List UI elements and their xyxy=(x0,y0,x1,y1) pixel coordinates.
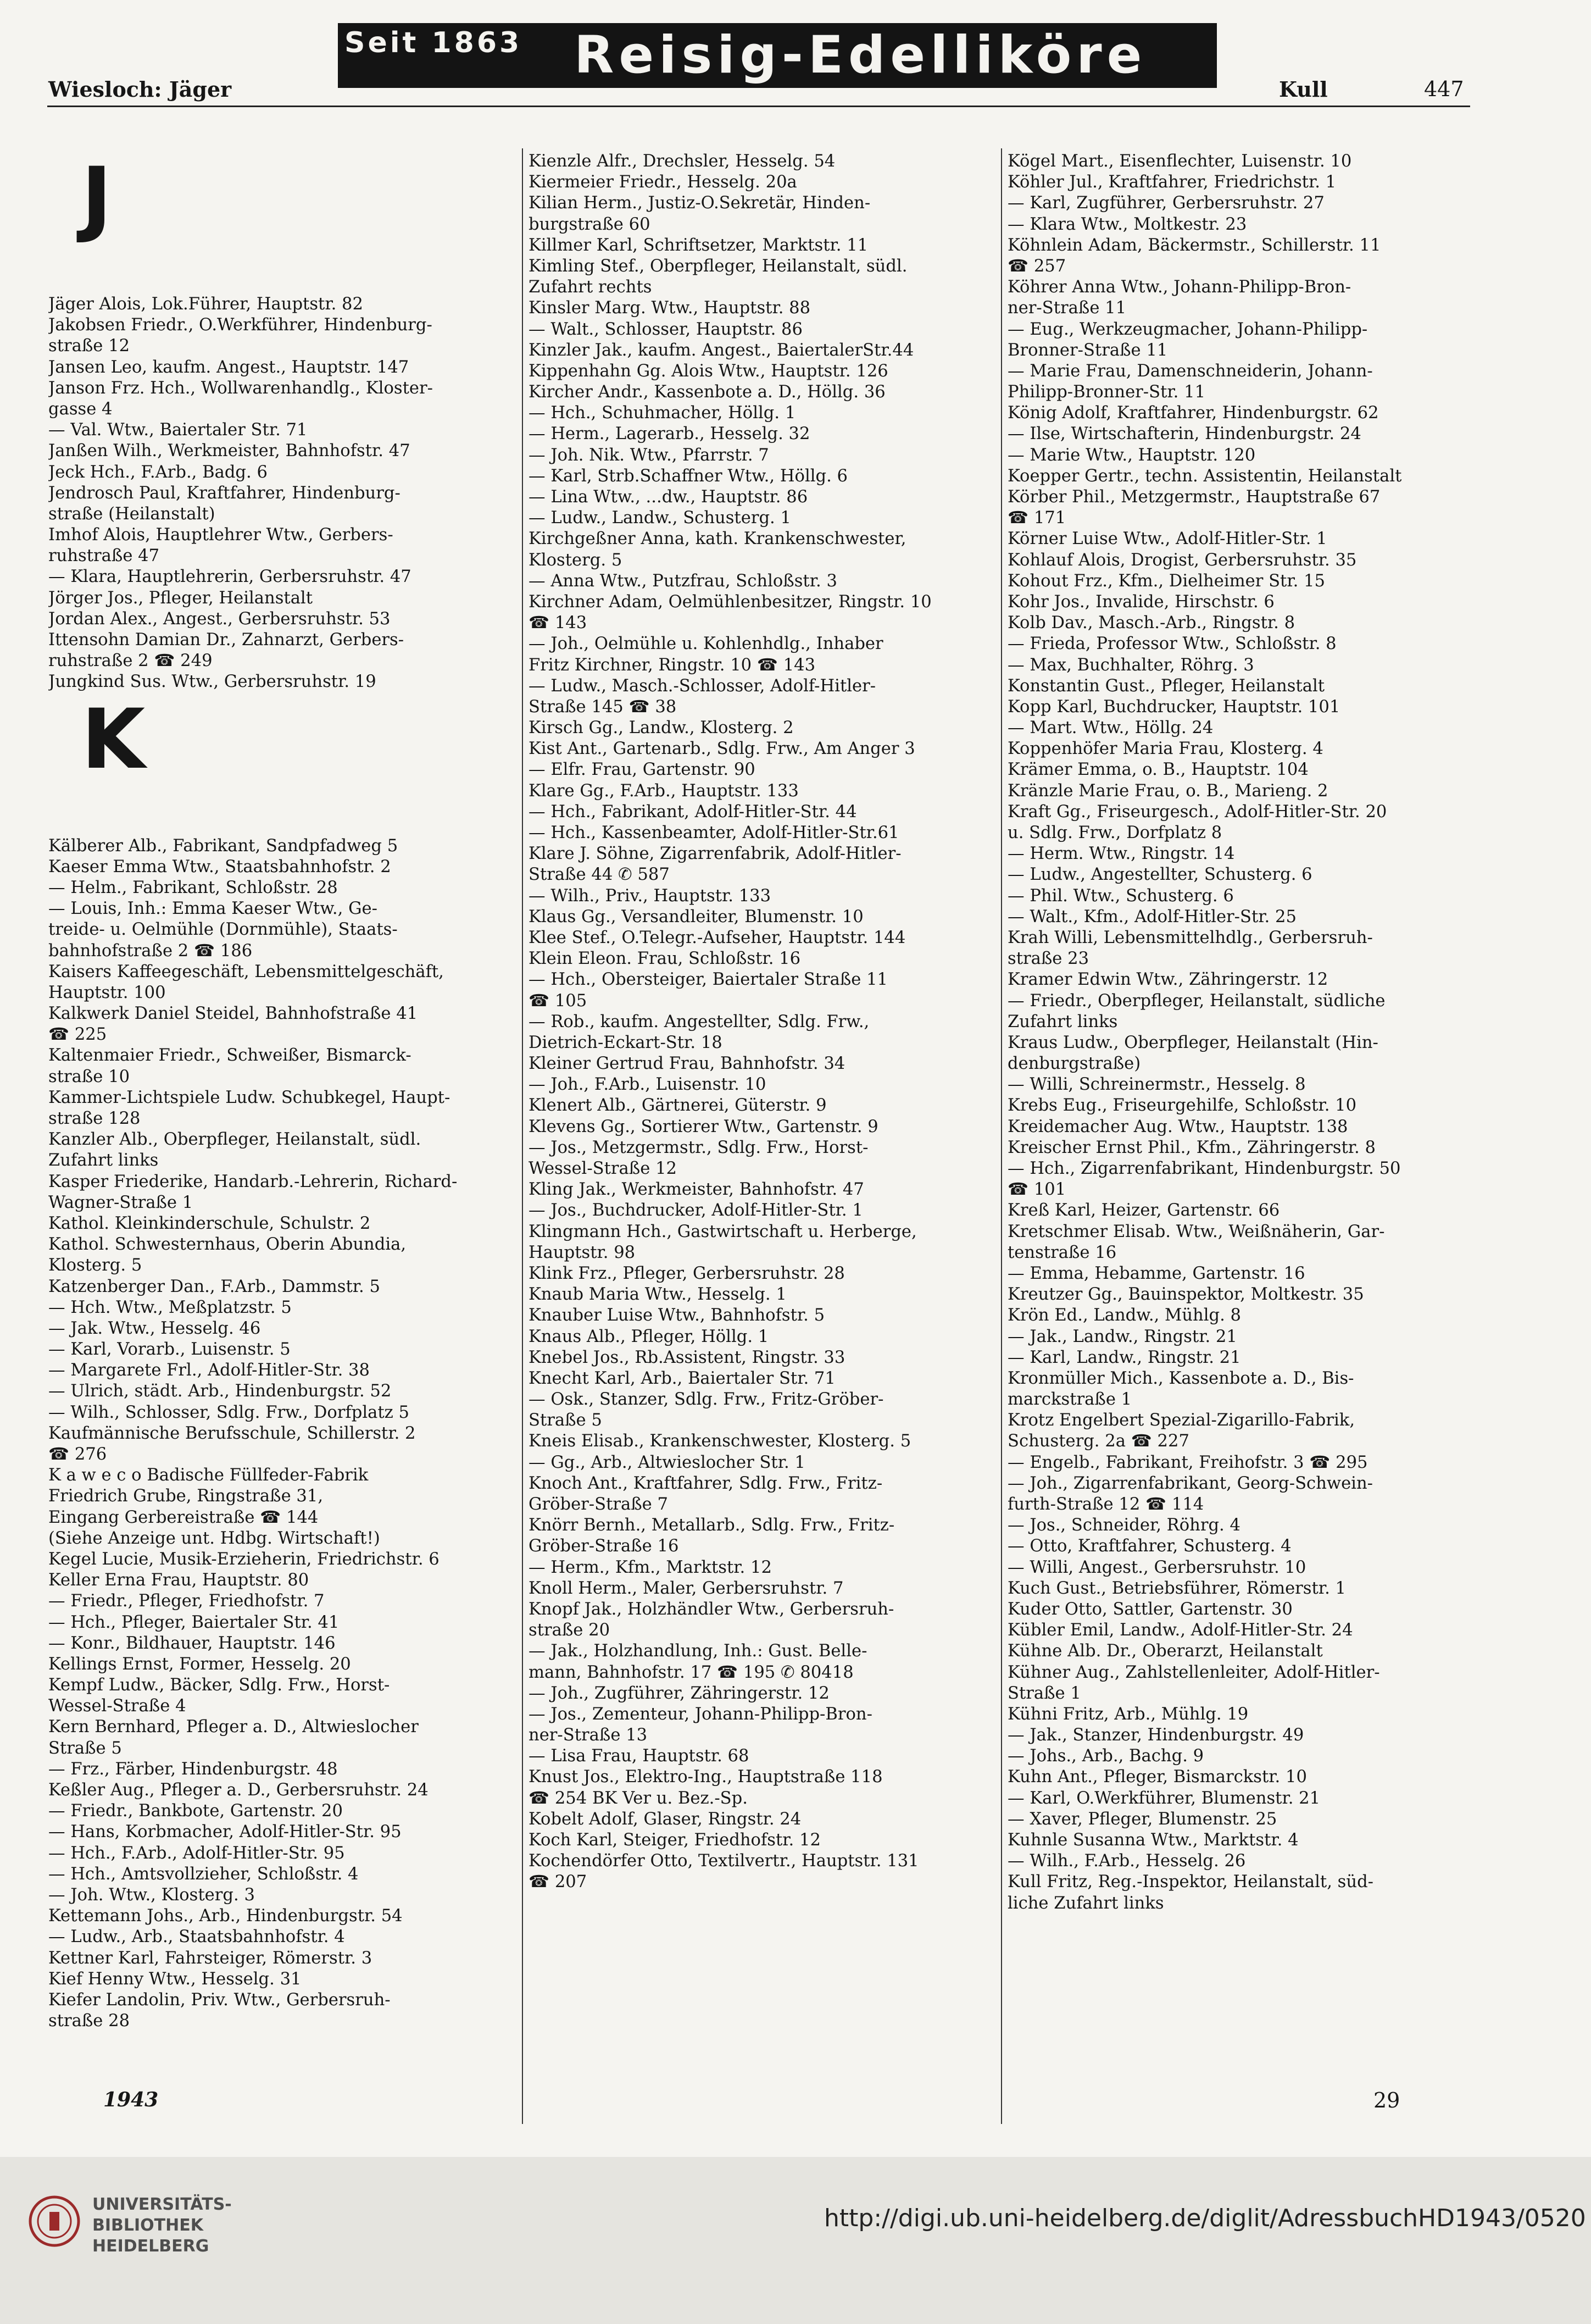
directory-entry-line: — Hch., Obersteiger, Baiertaler Straße 11 xyxy=(529,970,888,990)
directory-entry-line: — Wilh., Schlosser, Sdlg. Frw., Dorfplatz 5 xyxy=(48,1402,409,1422)
directory-entry-line: — Lina Wtw., ...dw., Hauptstr. 86 xyxy=(529,487,808,507)
directory-entry-line: ☎ 257 xyxy=(1008,256,1066,276)
directory-entry-line: Klingmann Hch., Gastwirtschaft u. Herberge, xyxy=(529,1222,917,1241)
directory-entry-line: Kreß Karl, Heizer, Gartenstr. 66 xyxy=(1008,1201,1280,1221)
directory-entry-line: Killmer Karl, Schriftsetzer, Marktstr. 11 xyxy=(529,235,869,255)
directory-entry-line: Knauber Luise Wtw., Bahnhofstr. 5 xyxy=(529,1306,825,1325)
directory-entry-line: Knaub Maria Wtw., Hesselg. 1 xyxy=(529,1285,787,1305)
directory-entry-line: Philipp-Bronner-Str. 11 xyxy=(1008,382,1206,402)
directory-entry-line: Kronmüller Mich., Kassenbote a. D., Bis- xyxy=(1008,1368,1354,1388)
directory-entry-line: Kinzler Jak., kaufm. Angest., BaiertalerStr.44 xyxy=(529,340,914,360)
directory-entry-line: Straße 5 xyxy=(48,1738,122,1758)
directory-entry-line: Klevens Gg., Sortierer Wtw., Gartenstr. 9 xyxy=(529,1117,878,1136)
directory-entry-line: Knaus Alb., Pfleger, Höllg. 1 xyxy=(529,1327,769,1346)
section-letter: K xyxy=(81,691,146,787)
directory-entry-line: Bronner-Straße 11 xyxy=(1008,340,1168,360)
directory-entry-line: Kirchner Adam, Oelmühlenbesitzer, Ringstr. 10 xyxy=(529,592,932,612)
directory-entry-line: — Otto, Kraftfahrer, Schusterg. 4 xyxy=(1008,1537,1292,1556)
directory-entry-line: Klaus Gg., Versandleiter, Blumenstr. 10 xyxy=(529,907,864,927)
directory-entry-line: Kilian Herm., Justiz-O.Sekretär, Hinden- xyxy=(529,193,871,213)
library-name-line: HEIDELBERG xyxy=(92,2237,209,2256)
directory-entry-line: Kalkwerk Daniel Steidel, Bahnhofstraße 41 xyxy=(48,1004,418,1024)
directory-entry-line: — Hch., Fabrikant, Adolf-Hitler-Str. 44 xyxy=(529,802,857,822)
directory-entry-line: — Hch. Wtw., Meßplatzstr. 5 xyxy=(48,1297,292,1317)
directory-entry-line: — Frieda, Professor Wtw., Schloßstr. 8 xyxy=(1008,634,1337,654)
directory-entry-line: Kleiner Gertrud Frau, Bahnhofstr. 34 xyxy=(529,1054,845,1074)
directory-entry-line: Kühner Aug., Zahlstellenleiter, Adolf-Hitler- xyxy=(1008,1662,1380,1682)
directory-entry-line: Kuhn Ant., Pfleger, Bismarckstr. 10 xyxy=(1008,1767,1307,1787)
directory-entry-line: mann, Bahnhofstr. 17 ☎ 195 ✆ 80418 xyxy=(529,1662,854,1682)
directory-column-2 xyxy=(529,151,998,1893)
directory-entry-line: Krah Willi, Lebensmittelhdlg., Gerbersruh- xyxy=(1008,928,1373,947)
directory-entry-line: Kraft Gg., Friseurgesch., Adolf-Hitler-Str. 20 xyxy=(1008,802,1387,822)
directory-entry-line: — Hch., Schuhmacher, Höllg. 1 xyxy=(529,403,796,423)
directory-entry-line: ☎ 207 xyxy=(529,1872,587,1892)
directory-entry-line: Ittensohn Damian Dr., Zahnarzt, Gerbers- xyxy=(48,630,404,650)
directory-entry-line: — Hch., Pfleger, Baiertaler Str. 41 xyxy=(48,1612,340,1632)
directory-entry-line: Kasper Friederike, Handarb.-Lehrerin, Richard- xyxy=(48,1172,458,1191)
directory-entry-line: Kirchgeßner Anna, kath. Krankenschwester, xyxy=(529,529,906,549)
directory-entry-line: Kreidemacher Aug. Wtw., Hauptstr. 138 xyxy=(1008,1117,1348,1136)
directory-entry-line: — Eug., Werkzeugmacher, Johann-Philipp- xyxy=(1008,319,1368,339)
directory-entry-line: — Helm., Fabrikant, Schloßstr. 28 xyxy=(48,878,338,897)
digitization-footer-bar xyxy=(0,2157,1591,2324)
banner-since: Seit 1863 xyxy=(344,26,522,59)
directory-entry-line: Gröber-Straße 7 xyxy=(529,1495,668,1514)
directory-entry-line: Kathol. Schwesternhaus, Oberin Abundia, xyxy=(48,1235,407,1255)
directory-entry-line: — Jak., Stanzer, Hindenburgstr. 49 xyxy=(1008,1726,1304,1745)
directory-entry-line: Kanzler Alb., Oberpfleger, Heilanstalt, südl. xyxy=(48,1130,421,1150)
directory-entry-line: Gröber-Straße 16 xyxy=(529,1537,679,1556)
directory-entry-line: — Val. Wtw., Baiertaler Str. 71 xyxy=(48,420,308,440)
directory-entry-line: Körber Phil., Metzgermstr., Hauptstraße 67 xyxy=(1008,487,1381,507)
directory-entry-line: — Hch., Amtsvollzieher, Schloßstr. 4 xyxy=(48,1864,359,1884)
directory-entry-line: Kimling Stef., Oberpfleger, Heilanstalt, südl. xyxy=(529,256,908,276)
directory-entry-line: — Emma, Hebamme, Gartenstr. 16 xyxy=(1008,1263,1305,1283)
directory-entry-line: Hauptstr. 98 xyxy=(529,1243,636,1262)
directory-entry-line: Kohlauf Alois, Drogist, Gerbersruhstr. 35 xyxy=(1008,550,1357,570)
source-url[interactable]: http://digi.ub.uni-heidelberg.de/diglit/AdressbuchHD1943/0520 xyxy=(824,2204,1586,2232)
directory-entry-line: — Max, Buchhalter, Röhrg. 3 xyxy=(1008,655,1254,675)
directory-entry-line: Kaltenmaier Friedr., Schweißer, Bismarck- xyxy=(48,1046,411,1066)
directory-entry-line: — Herm. Wtw., Ringstr. 14 xyxy=(1008,844,1235,864)
directory-entry-line: Kirsch Gg., Landw., Klosterg. 2 xyxy=(529,718,794,738)
directory-entry-line: Klee Stef., O.Telegr.-Aufseher, Hauptstr. 144 xyxy=(529,928,906,947)
directory-entry-line: Kull Fritz, Reg.-Inspektor, Heilanstalt, süd- xyxy=(1008,1872,1373,1892)
directory-entry-line: Kist Ant., Gartenarb., Sdlg. Frw., Am Anger 3 xyxy=(529,739,915,759)
advertisement-banner xyxy=(338,23,1217,88)
directory-entry-line: — Ludw., Masch.-Schlosser, Adolf-Hitler- xyxy=(529,676,876,696)
library-name-line: UNIVERSITÄTS- xyxy=(92,2195,232,2214)
directory-entry-line: Kögel Mart., Eisenflechter, Luisenstr. 10 xyxy=(1008,152,1352,171)
directory-entry-line: Janßen Wilh., Werkmeister, Bahnhofstr. 47 xyxy=(48,441,410,461)
directory-entry-line: Wagner-Straße 1 xyxy=(48,1192,193,1212)
directory-entry-line: — Herm., Lagerarb., Hesselg. 32 xyxy=(529,424,810,444)
directory-entry-line: Kaisers Kaffeegeschäft, Lebensmittelgeschäft, xyxy=(48,962,444,981)
directory-entry-line: marckstraße 1 xyxy=(1008,1390,1132,1410)
page-number: 447 xyxy=(1424,77,1464,101)
directory-entry-line: Köhrer Anna Wtw., Johann-Philipp-Bron- xyxy=(1008,278,1351,297)
directory-entry-line: Klenert Alb., Gärtnerei, Güterstr. 9 xyxy=(529,1096,827,1116)
running-header-left: Wiesloch: Jäger xyxy=(48,77,232,102)
directory-entry-line: Katzenberger Dan., F.Arb., Dammstr. 5 xyxy=(48,1277,380,1296)
directory-entry-line: Straße 5 xyxy=(529,1411,602,1430)
directory-entry-line: furth-Straße 12 ☎ 114 xyxy=(1008,1495,1204,1514)
directory-entry-line: Kränzle Marie Frau, o. B., Marieng. 2 xyxy=(1008,781,1328,801)
directory-entry-line: Kuder Otto, Sattler, Gartenstr. 30 xyxy=(1008,1599,1293,1619)
directory-entry-line: — Osk., Stanzer, Sdlg. Frw., Fritz-Gröber- xyxy=(529,1390,884,1410)
directory-entry-line: Knörr Bernh., Metallarb., Sdlg. Frw., Fritz- xyxy=(529,1516,895,1535)
directory-entry-line: Klink Frz., Pfleger, Gerbersruhstr. 28 xyxy=(529,1263,845,1283)
directory-entry-line: ner-Straße 13 xyxy=(529,1726,648,1745)
directory-entry-line: Kochendörfer Otto, Textilvertr., Hauptstr. 131 xyxy=(529,1851,919,1871)
directory-entry-line: Friedrich Grube, Ringstraße 31, xyxy=(48,1487,324,1506)
directory-entry-line: Straße 44 ✆ 587 xyxy=(529,865,670,885)
header-rule xyxy=(47,106,1470,107)
directory-entry-line: Kinsler Marg. Wtw., Hauptstr. 88 xyxy=(529,298,811,318)
directory-entry-line: Kälberer Alb., Fabrikant, Sandpfadweg 5 xyxy=(48,836,398,856)
directory-entry-line: Kammer-Lichtspiele Ludw. Schubkegel, Haupt- xyxy=(48,1088,450,1107)
directory-entry-line: Köhnlein Adam, Bäckermstr., Schillerstr. 11 xyxy=(1008,235,1381,255)
directory-entry-line: Koch Karl, Steiger, Friedhofstr. 12 xyxy=(529,1831,821,1850)
directory-entry-line: Kienzle Alfr., Drechsler, Hesselg. 54 xyxy=(529,152,836,171)
directory-entry-line: ☎ 171 xyxy=(1008,508,1066,528)
directory-entry-line: — Friedr., Pfleger, Friedhofstr. 7 xyxy=(48,1591,325,1611)
directory-entry-line: — Jos., Schneider, Röhrg. 4 xyxy=(1008,1516,1240,1535)
directory-entry-line: — Gg., Arb., Altwieslocher Str. 1 xyxy=(529,1452,805,1472)
directory-entry-line: Knust Jos., Elektro-Ing., Hauptstraße 118 xyxy=(529,1767,883,1787)
directory-entry-line: — Margarete Frl., Adolf-Hitler-Str. 38 xyxy=(48,1361,370,1380)
directory-entry-line: — Joh. Wtw., Klosterg. 3 xyxy=(48,1885,255,1905)
directory-entry-line: bahnhofstraße 2 ☎ 186 xyxy=(48,941,253,961)
directory-entry-line: — Jos., Metzgermstr., Sdlg. Frw., Horst- xyxy=(529,1138,869,1157)
directory-entry-line: Keßler Aug., Pfleger a. D., Gerbersruhstr. 24 xyxy=(48,1781,429,1800)
directory-entry-line: — Hch., Kassenbeamter, Adolf-Hitler-Str.61 xyxy=(529,823,899,842)
directory-entry-line: Janson Frz. Hch., Wollwarenhandlg., Kloster- xyxy=(48,378,433,398)
directory-entry-line: Kreischer Ernst Phil., Kfm., Zähringerstr. 8 xyxy=(1008,1138,1376,1157)
directory-entry-line: ruhstraße 2 ☎ 249 xyxy=(48,651,213,671)
directory-entry-line: — Konr., Bildhauer, Hauptstr. 146 xyxy=(48,1633,336,1653)
directory-entry-line: Kübler Emil, Landw., Adolf-Hitler-Str. 24 xyxy=(1008,1621,1353,1640)
directory-entry-line: Dietrich-Eckart-Str. 18 xyxy=(529,1033,722,1052)
directory-entry-line: Kreutzer Gg., Bauinspektor, Moltkestr. 35 xyxy=(1008,1285,1364,1305)
directory-entry-line: Jörger Jos., Pfleger, Heilanstalt xyxy=(48,588,313,608)
directory-entry-line: Zufahrt links xyxy=(1008,1012,1118,1031)
directory-entry-line: — Wilh., Priv., Hauptstr. 133 xyxy=(529,886,771,906)
directory-entry-line: — Jos., Buchdrucker, Adolf-Hitler-Str. 1 xyxy=(529,1201,863,1221)
directory-entry-line: Kolb Dav., Masch.-Arb., Ringstr. 8 xyxy=(1008,613,1295,633)
section-letter: J xyxy=(81,150,112,246)
directory-entry-line: — Ludw., Angestellter, Schusterg. 6 xyxy=(1008,865,1312,885)
directory-entry-line: — Joh., F.Arb., Luisenstr. 10 xyxy=(529,1075,766,1095)
directory-entry-line: — Karl, O.Werkführer, Blumenstr. 21 xyxy=(1008,1788,1321,1808)
directory-entry-line: Wessel-Straße 12 xyxy=(529,1159,677,1178)
directory-entry-line: Kühni Fritz, Arb., Mühlg. 19 xyxy=(1008,1704,1249,1724)
directory-entry-line: — Mart. Wtw., Höllg. 24 xyxy=(1008,718,1214,738)
directory-entry-line: — Jak., Landw., Ringstr. 21 xyxy=(1008,1327,1237,1346)
directory-entry-line: Kathol. Kleinkinderschule, Schulstr. 2 xyxy=(48,1213,371,1233)
directory-entry-line: Knoch Ant., Kraftfahrer, Sdlg. Frw., Fritz- xyxy=(529,1473,883,1493)
directory-entry-line: Kraus Ludw., Oberpfleger, Heilanstalt (Hin- xyxy=(1008,1033,1378,1052)
directory-entry-line: — Karl, Landw., Ringstr. 21 xyxy=(1008,1347,1241,1367)
directory-entry-line: — Hch., F.Arb., Adolf-Hitler-Str. 95 xyxy=(48,1843,345,1863)
directory-entry-line: Kretschmer Elisab. Wtw., Weißnäherin, Gar- xyxy=(1008,1222,1385,1241)
directory-entry-line: — Herm., Kfm., Marktstr. 12 xyxy=(529,1557,772,1577)
directory-entry-line: Kempf Ludw., Bäcker, Sdlg. Frw., Horst- xyxy=(48,1676,390,1695)
directory-entry-line: — Joh., Zugführer, Zähringerstr. 12 xyxy=(529,1683,830,1703)
directory-entry-line: — Marie Frau, Damenschneiderin, Johann- xyxy=(1008,361,1373,381)
directory-entry-line: straße 10 xyxy=(48,1067,130,1086)
directory-entry-line: Knoll Herm., Maler, Gerbersruhstr. 7 xyxy=(529,1578,844,1598)
directory-entry-line: Kühne Alb. Dr., Oberarzt, Heilanstalt xyxy=(1008,1641,1323,1661)
directory-entry-line: Straße 1 xyxy=(1008,1683,1081,1703)
library-name-line: BIBLIOTHEK xyxy=(92,2216,203,2235)
directory-entry-line: K a w e c o Badische Füllfeder-Fabrik xyxy=(48,1466,369,1485)
directory-entry-line: Kling Jak., Werkmeister, Bahnhofstr. 47 xyxy=(529,1180,864,1200)
directory-column-3 xyxy=(1008,151,1477,1914)
directory-entry-line: straße 12 xyxy=(48,336,130,356)
directory-entry-line: Eingang Gerbereistraße ☎ 144 xyxy=(48,1507,319,1527)
directory-entry-line: — Klara Wtw., Moltkestr. 23 xyxy=(1008,214,1247,234)
directory-entry-line: ner-Straße 11 xyxy=(1008,298,1127,318)
directory-entry-line: — Rob., kaufm. Angestellter, Sdlg. Frw., xyxy=(529,1012,870,1031)
directory-entry-line: ☎ 105 xyxy=(529,991,587,1011)
directory-entry-line: Kaufmännische Berufsschule, Schillerstr. 2 xyxy=(48,1423,416,1443)
directory-entry-line: Kopp Karl, Buchdrucker, Hauptstr. 101 xyxy=(1008,697,1340,717)
directory-entry-line: Kuch Gust., Betriebsführer, Römerstr. 1 xyxy=(1008,1578,1346,1598)
directory-entry-line: — Ilse, Wirtschafterin, Hindenburgstr. 24 xyxy=(1008,424,1361,444)
directory-entry-line: Hauptstr. 100 xyxy=(48,983,166,1002)
directory-entry-line: — Karl, Zugführer, Gerbersruhstr. 27 xyxy=(1008,193,1325,213)
directory-entry-line: (Siehe Anzeige unt. Hdbg. Wirtschaft!) xyxy=(48,1528,380,1548)
directory-entry-line: straße 128 xyxy=(48,1109,141,1128)
directory-entry-line: Krotz Engelbert Spezial-Zigarillo-Fabrik, xyxy=(1008,1411,1355,1430)
directory-entry-line: — Jos., Zementeur, Johann-Philipp-Bron- xyxy=(529,1704,872,1724)
directory-entry-line: — Jak. Wtw., Hesselg. 46 xyxy=(48,1318,261,1338)
directory-entry-line: — Marie Wtw., Hauptstr. 120 xyxy=(1008,445,1256,465)
running-header-right: Kull xyxy=(1279,77,1328,102)
directory-entry-line: — Karl, Strb.Schaffner Wtw., Höllg. 6 xyxy=(529,466,848,486)
directory-entry-line: Schusterg. 2a ☎ 227 xyxy=(1008,1432,1189,1451)
directory-entry-line: Klein Eleon. Frau, Schloßstr. 16 xyxy=(529,949,801,969)
directory-entry-line: — Friedr., Bankbote, Gartenstr. 20 xyxy=(48,1801,343,1821)
directory-entry-line: — Johs., Arb., Bachg. 9 xyxy=(1008,1746,1204,1766)
directory-entry-line: Kaeser Emma Wtw., Staatsbahnhofstr. 2 xyxy=(48,857,391,877)
directory-entry-line: Wessel-Straße 4 xyxy=(48,1696,186,1716)
directory-entry-line: treide- u. Oelmühle (Dornmühle), Staats- xyxy=(48,920,398,940)
directory-entry-line: Kegel Lucie, Musik-Erzieherin, Friedrichstr. 6 xyxy=(48,1549,440,1569)
footer-sheet-number: 29 xyxy=(1373,2088,1400,2112)
directory-entry-line: Kettemann Johs., Arb., Hindenburgstr. 54 xyxy=(48,1906,403,1926)
directory-entry-line: Knecht Karl, Arb., Baiertaler Str. 71 xyxy=(529,1368,836,1388)
column-divider xyxy=(1001,148,1002,2124)
directory-entry-line: Keller Erna Frau, Hauptstr. 80 xyxy=(48,1571,309,1590)
directory-entry-line: — Hch., Zigarrenfabrikant, Hindenburgstr. 50 xyxy=(1008,1159,1401,1178)
footer-year: 1943 xyxy=(103,2088,159,2111)
directory-entry-line: straße (Heilanstalt) xyxy=(48,504,215,524)
directory-entry-line: Fritz Kirchner, Ringstr. 10 ☎ 143 xyxy=(529,655,816,675)
directory-entry-line: — Ulrich, städt. Arb., Hindenburgstr. 52 xyxy=(48,1382,392,1401)
directory-entry-line: — Ludw., Landw., Schusterg. 1 xyxy=(529,508,791,528)
directory-entry-line: — Karl, Vorarb., Luisenstr. 5 xyxy=(48,1340,291,1360)
directory-entry-line: Jakobsen Friedr., O.Werkführer, Hindenburg- xyxy=(48,315,432,335)
directory-entry-line: Knopf Jak., Holzhändler Wtw., Gerbersruh- xyxy=(529,1599,894,1619)
directory-entry-line: — Walt., Schlosser, Hauptstr. 86 xyxy=(529,319,803,339)
directory-entry-line: Kief Henny Wtw., Hesselg. 31 xyxy=(48,1969,302,1989)
directory-entry-line: Kohr Jos., Invalide, Hirschstr. 6 xyxy=(1008,592,1275,612)
directory-entry-line: Körner Luise Wtw., Adolf-Hitler-Str. 1 xyxy=(1008,529,1327,549)
directory-entry-line: Klosterg. 5 xyxy=(529,550,622,570)
directory-entry-line: Kippenhahn Gg. Alois Wtw., Hauptstr. 126 xyxy=(529,361,888,381)
banner-brand: Reisig-Edelliköre xyxy=(574,25,1147,85)
directory-entry-line: Knebel Jos., Rb.Assistent, Ringstr. 33 xyxy=(529,1347,845,1367)
directory-entry-line: Kobelt Adolf, Glaser, Ringstr. 24 xyxy=(529,1809,802,1829)
directory-entry-line: König Adolf, Kraftfahrer, Hindenburgstr. 62 xyxy=(1008,403,1379,423)
directory-entry-line: — Frz., Färber, Hindenburgstr. 48 xyxy=(48,1759,338,1779)
column-divider xyxy=(522,148,523,2124)
directory-entry-line: straße 20 xyxy=(529,1621,610,1640)
directory-entry-line: — Anna Wtw., Putzfrau, Schloßstr. 3 xyxy=(529,571,837,591)
directory-entry-line: Koepper Gertr., techn. Assistentin, Heilanstalt xyxy=(1008,466,1402,486)
directory-entry-line: — Jak., Holzhandlung, Inh.: Gust. Belle- xyxy=(529,1641,867,1661)
directory-entry-line: Konstantin Gust., Pfleger, Heilanstalt xyxy=(1008,676,1325,696)
directory-entry-line: — Joh., Zigarrenfabrikant, Georg-Schwein- xyxy=(1008,1473,1373,1493)
directory-entry-line: straße 28 xyxy=(48,2011,130,2031)
directory-entry-line: Kramer Edwin Wtw., Zähringerstr. 12 xyxy=(1008,970,1328,990)
directory-entry-line: Straße 145 ☎ 38 xyxy=(529,697,677,717)
directory-entry-line: — Xaver, Pfleger, Blumenstr. 25 xyxy=(1008,1809,1277,1829)
directory-entry-line: ☎ 254 BK Ver u. Bez.-Sp. xyxy=(529,1788,748,1808)
directory-entry-line: ☎ 276 xyxy=(48,1445,107,1464)
directory-entry-line: denburgstraße) xyxy=(1008,1054,1141,1074)
directory-entry-line: Imhof Alois, Hauptlehrer Wtw., Gerbers- xyxy=(48,525,393,545)
directory-entry-line: Kuhnle Susanna Wtw., Marktstr. 4 xyxy=(1008,1831,1299,1850)
directory-entry-line: — Ludw., Arb., Staatsbahnhofstr. 4 xyxy=(48,1927,345,1947)
directory-entry-line: straße 23 xyxy=(1008,949,1089,969)
directory-entry-line: Klare J. Söhne, Zigarrenfabrik, Adolf-Hitler- xyxy=(529,844,902,864)
directory-entry-line: — Willi, Schreinermstr., Hesselg. 8 xyxy=(1008,1075,1306,1095)
directory-entry-line: Krön Ed., Landw., Mühlg. 8 xyxy=(1008,1306,1242,1325)
directory-entry-line: Kern Bernhard, Pfleger a. D., Altwieslocher xyxy=(48,1717,419,1737)
directory-entry-line: — Phil. Wtw., Schusterg. 6 xyxy=(1008,886,1234,906)
directory-entry-line: Krebs Eug., Friseurgehilfe, Schloßstr. 10 xyxy=(1008,1096,1357,1116)
directory-entry-line: gasse 4 xyxy=(48,399,113,419)
directory-entry-line: ☎ 101 xyxy=(1008,1180,1066,1200)
directory-entry-line: Kohout Frz., Kfm., Dielheimer Str. 15 xyxy=(1008,571,1325,591)
directory-entry-line: — Louis, Inh.: Emma Kaeser Wtw., Ge- xyxy=(48,899,377,919)
directory-entry-line: Zufahrt rechts xyxy=(529,278,652,297)
directory-entry-line: Kircher Andr., Kassenbote a. D., Höllg. 36 xyxy=(529,382,886,402)
directory-entry-line: Jeck Hch., F.Arb., Badg. 6 xyxy=(48,462,268,482)
directory-entry-line: liche Zufahrt links xyxy=(1008,1893,1164,1913)
directory-entry-line: Kiefer Landolin, Priv. Wtw., Gerbersruh- xyxy=(48,1990,391,2010)
directory-entry-line: Krämer Emma, o. B., Hauptstr. 104 xyxy=(1008,760,1309,780)
directory-entry-line: burgstraße 60 xyxy=(529,214,650,234)
directory-entry-line: Köhler Jul., Kraftfahrer, Friedrichstr. 1 xyxy=(1008,173,1337,192)
directory-entry-line: Kellings Ernst, Former, Hesselg. 20 xyxy=(48,1654,351,1674)
directory-entry-line: ☎ 143 xyxy=(529,613,587,633)
directory-entry-line: Klare Gg., F.Arb., Hauptstr. 133 xyxy=(529,781,799,801)
directory-entry-line: — Willi, Angest., Gerbersruhstr. 10 xyxy=(1008,1557,1306,1577)
directory-entry-line: — Elfr. Frau, Gartenstr. 90 xyxy=(529,760,755,780)
directory-entry-line: ruhstraße 47 xyxy=(48,546,160,566)
directory-entry-line: — Walt., Kfm., Adolf-Hitler-Str. 25 xyxy=(1008,907,1297,927)
directory-entry-line: u. Sdlg. Frw., Dorfplatz 8 xyxy=(1008,823,1222,842)
directory-column-1 xyxy=(48,151,518,2032)
directory-entry-line: Jungkind Sus. Wtw., Gerbersruhstr. 19 xyxy=(48,672,376,692)
directory-entry-line: Kneis Elisab., Krankenschwester, Klosterg. 5 xyxy=(529,1432,911,1451)
directory-entry-line: — Joh., Oelmühle u. Kohlenhdlg., Inhaber xyxy=(529,634,883,654)
directory-entry-line: Zufahrt links xyxy=(48,1151,159,1171)
directory-entry-line: Jendrosch Paul, Kraftfahrer, Hindenburg- xyxy=(48,483,400,503)
directory-entry-line: — Klara, Hauptlehrerin, Gerbersruhstr. 47 xyxy=(48,567,411,587)
directory-entry-line: — Wilh., F.Arb., Hesselg. 26 xyxy=(1008,1851,1246,1871)
directory-entry-line: — Engelb., Fabrikant, Freihofstr. 3 ☎ 295 xyxy=(1008,1452,1368,1472)
directory-entry-line: — Friedr., Oberpfleger, Heilanstalt, südliche xyxy=(1008,991,1386,1011)
directory-entry-line: — Lisa Frau, Hauptstr. 68 xyxy=(529,1746,749,1766)
directory-entry-line: Jordan Alex., Angest., Gerbersruhstr. 53 xyxy=(48,609,391,629)
directory-entry-line: Koppenhöfer Maria Frau, Klosterg. 4 xyxy=(1008,739,1323,759)
directory-entry-line: Kettner Karl, Fahrsteiger, Römerstr. 3 xyxy=(48,1948,372,1968)
directory-entry-line: Klosterg. 5 xyxy=(48,1256,142,1275)
library-name xyxy=(92,2194,232,2257)
directory-entry-line: ☎ 225 xyxy=(48,1025,107,1045)
directory-entry-line: — Joh. Nik. Wtw., Pfarrstr. 7 xyxy=(529,445,769,465)
library-seal-icon xyxy=(29,2195,80,2247)
directory-entry-line: tenstraße 16 xyxy=(1008,1243,1117,1262)
directory-entry-line: Kiermeier Friedr., Hesselg. 20a xyxy=(529,173,797,192)
directory-entry-line: Jäger Alois, Lok.Führer, Hauptstr. 82 xyxy=(48,295,363,314)
directory-entry-line: — Hans, Korbmacher, Adolf-Hitler-Str. 95 xyxy=(48,1822,402,1842)
directory-entry-line: Jansen Leo, kaufm. Angest., Hauptstr. 147 xyxy=(48,357,409,377)
